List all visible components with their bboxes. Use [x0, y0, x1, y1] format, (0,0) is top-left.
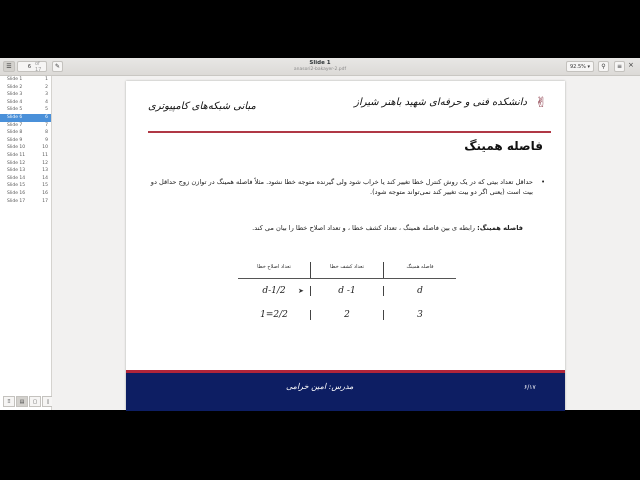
sidebar-item-slide-8[interactable] — [0, 129, 51, 137]
header-error-correction: تعداد اصلاح خطا — [257, 264, 291, 270]
sidebar-item-page: 1 — [45, 77, 48, 82]
sidebar-item-page: 17 — [42, 198, 48, 204]
slide-title: فاصله همینگ — [464, 139, 543, 153]
sidebar-item-slide-13[interactable] — [0, 167, 51, 175]
sidebar-item-page: 16 — [42, 190, 48, 196]
sidebar-item-slide-11[interactable] — [0, 152, 51, 160]
college-name: دانشکده فنی و حرفه‌ای شهید باهنر شیراز — [354, 97, 527, 108]
sidebar-item-slide-10[interactable] — [0, 144, 51, 152]
search-icon: ⚲ — [601, 63, 606, 70]
sidebar-item-page: 15 — [42, 183, 48, 189]
sidebar-item-label: Slide 14 — [7, 175, 26, 181]
current-page-input[interactable]: 6 — [27, 63, 31, 70]
sidebar-item-page: 6 — [45, 114, 48, 120]
table-header — [238, 262, 456, 279]
sidebar-item-label: Slide 17 — [7, 198, 26, 204]
window-title-area — [260, 60, 380, 73]
slide-header — [126, 89, 565, 129]
sidebar-item-page: 14 — [42, 175, 48, 181]
close-button[interactable]: × — [628, 61, 634, 69]
sidebar-item-label: Slide 2 — [7, 84, 23, 90]
sidebar-item-slide-9[interactable] — [0, 137, 51, 145]
sidebar-item-slide-5[interactable] — [0, 106, 51, 114]
sidebar-item-slide-12[interactable] — [0, 160, 51, 168]
sidebar-view-switcher — [3, 396, 54, 407]
instructor-name: مدرس: امین خرامی — [286, 382, 354, 391]
cell: d — [383, 286, 456, 296]
zoom-level-dropdown[interactable] — [566, 61, 594, 72]
sidebar-toggle-button[interactable] — [3, 61, 15, 72]
header-hamming-distance: فاصله همینگ — [383, 262, 456, 278]
sidebar-item-page: 5 — [45, 107, 48, 113]
sidebar-item-page: 9 — [45, 137, 48, 143]
sidebar-item-page: 7 — [45, 122, 48, 128]
relation-text — [252, 224, 523, 232]
sidebar-item-label: Slide 5 — [7, 107, 23, 113]
sidebar-item-page: 2 — [45, 84, 48, 90]
table-row — [238, 303, 456, 327]
sidebar-item-label: Slide 8 — [7, 130, 23, 136]
page-total-label: of 17 — [35, 60, 42, 73]
cell: d -1 — [310, 286, 383, 296]
window-title: Slide 1 — [309, 60, 331, 66]
pdf-viewer-window — [0, 58, 640, 410]
sidebar-item-page: 12 — [42, 160, 48, 166]
cell: 3 — [383, 310, 456, 320]
sidebar-item-page: 3 — [45, 92, 48, 98]
outline-view-button[interactable] — [16, 396, 28, 407]
sidebar-item-slide-14[interactable] — [0, 175, 51, 183]
slide-footer — [126, 370, 565, 411]
sidebar-item-label: Slide 10 — [7, 145, 26, 151]
sidebar-item-page: 10 — [42, 145, 48, 151]
page-number-entry[interactable] — [17, 61, 47, 72]
sidebar-item-label: Slide 6 — [7, 114, 23, 120]
header-divider — [148, 131, 551, 133]
sidebar-item-label: Slide 11 — [7, 152, 26, 158]
sidebar-item-slide-3[interactable] — [0, 91, 51, 99]
pdf-page — [126, 81, 565, 411]
cell: d-1/2 — [262, 286, 286, 296]
thumbnail-sidebar — [0, 76, 52, 410]
bookmark-icon: ▯ — [46, 398, 50, 405]
header-bar — [0, 58, 640, 76]
document-view[interactable] — [52, 76, 640, 410]
sidebar-item-label: Slide 15 — [7, 183, 26, 189]
sidebar-item-label: Slide 13 — [7, 168, 26, 174]
sidebar-item-page: 8 — [45, 130, 48, 136]
sidebar-item-slide-17[interactable] — [0, 198, 51, 206]
grid-icon: ⠿ — [7, 398, 11, 405]
annotations-icon: ▢ — [32, 398, 38, 405]
hamming-table — [238, 262, 456, 327]
sidebar-item-slide-1[interactable] — [0, 76, 51, 84]
sidebar-item-slide-2[interactable] — [0, 84, 51, 92]
search-button[interactable] — [598, 61, 609, 72]
hamburger-icon: ≡ — [616, 63, 623, 70]
cell: 2/2=1 — [260, 310, 288, 320]
bullet-definition: • حداقل تعداد بیتی که در یک روش کنترل خطا تغییر کند یا خراب شود ولی گیرنده متوجه خطا نشود. مثلاً فاصله همینگ در توازن زوج حداقل دو بیت است (یعنی اگر دو بیت تغییر کند نمی‌تواند متوجه شود). — [141, 177, 545, 197]
sidebar-item-label: Slide 3 — [7, 92, 23, 98]
sidebar-item-slide-15[interactable] — [0, 182, 51, 190]
annotate-button[interactable] — [52, 61, 63, 72]
cell: 2 — [310, 310, 383, 320]
sidebar-item-page: 11 — [42, 152, 48, 158]
table-row — [238, 279, 456, 303]
course-name: مبانی شبکه‌های کامپیوتری — [148, 101, 256, 112]
sidebar-item-label: Slide 1 — [7, 77, 23, 82]
sidebar-item-page: 13 — [42, 168, 48, 174]
outline-icon: ▤ — [19, 398, 25, 405]
relation-label: فاصله همینگ: — [477, 224, 523, 232]
college-logo-icon: ✌ — [535, 95, 547, 111]
slide-list — [0, 76, 51, 205]
relation-body: رابطه ی بین فاصله همینگ ، تعداد کشف خطا ، و تعداد اصلاح خطا را بیان می کند. — [252, 224, 478, 232]
chevron-down-icon: ▾ — [587, 63, 590, 70]
sidebar-icon: ☰ — [6, 63, 12, 70]
sidebar-item-label: Slide 12 — [7, 160, 26, 166]
sidebar-item-slide-16[interactable] — [0, 190, 51, 198]
window-subtitle: anasori2-bakayer-2.pdf — [293, 67, 347, 72]
slide-page-number: ۶/۱۷ — [524, 384, 536, 391]
header-error-detection: تعداد کشف خطا — [310, 262, 383, 278]
sidebar-item-label: Slide 9 — [7, 137, 23, 143]
sidebar-item-label: Slide 16 — [7, 190, 26, 196]
menu-button[interactable] — [614, 61, 625, 72]
zoom-value: 92.5% — [570, 63, 586, 70]
sidebar-item-label: Slide 4 — [7, 99, 23, 105]
sidebar-item-page: 4 — [45, 99, 48, 105]
sidebar-item-slide-7[interactable] — [0, 122, 51, 130]
sidebar-item-label: Slide 7 — [7, 122, 23, 128]
sidebar-item-slide-4[interactable] — [0, 99, 51, 107]
sidebar-item-slide-6[interactable] — [0, 114, 51, 122]
thumbnails-view-button[interactable] — [3, 396, 15, 407]
annotations-view-button[interactable] — [29, 396, 41, 407]
mouse-cursor-icon: ➤ — [298, 287, 304, 295]
pencil-icon: ✎ — [54, 63, 61, 70]
